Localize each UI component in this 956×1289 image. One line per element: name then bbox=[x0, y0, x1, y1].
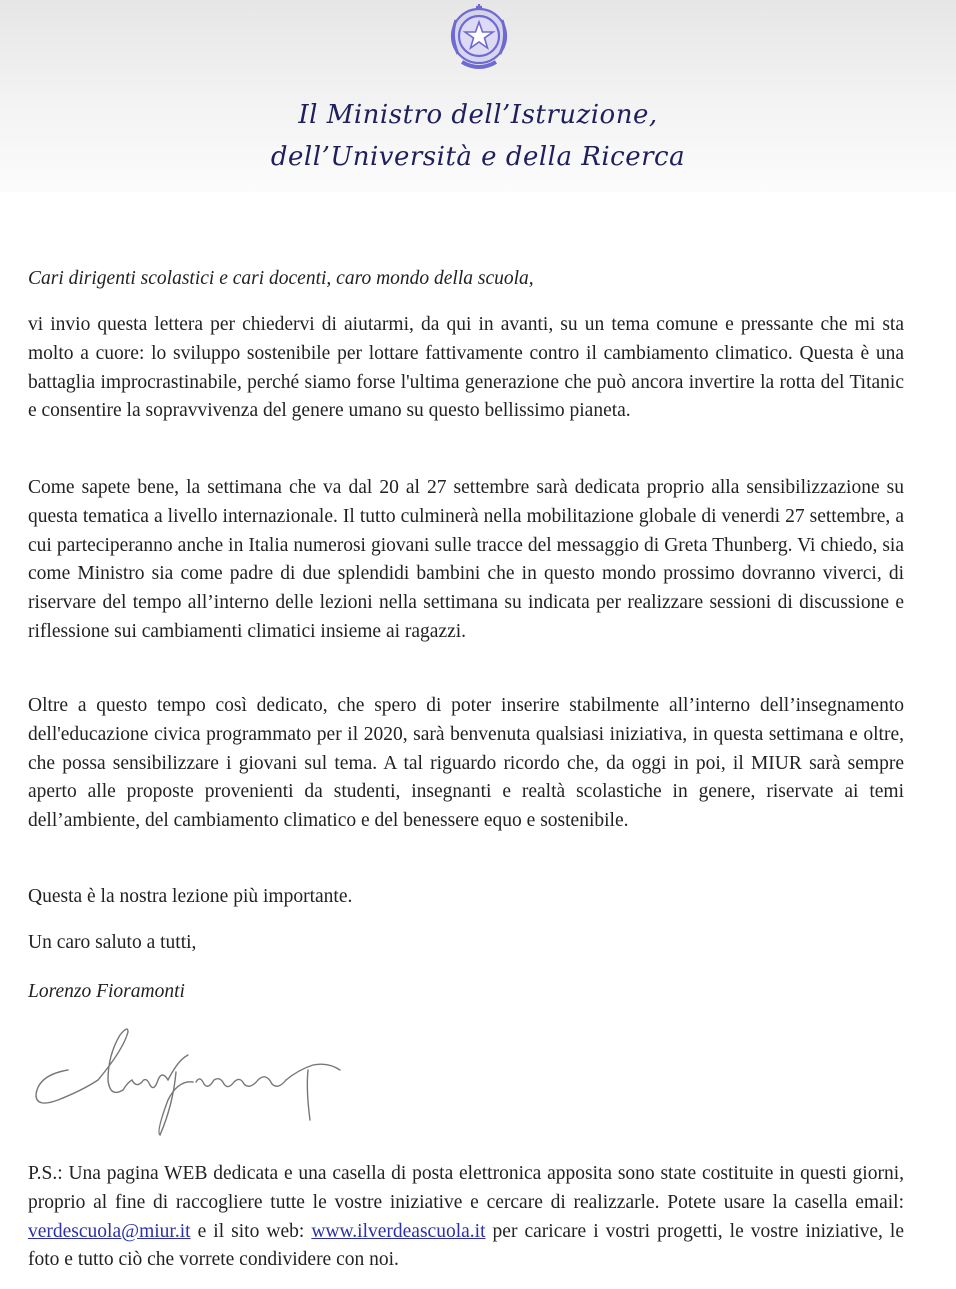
paragraph-4: Questa è la nostra lezione più importante. bbox=[28, 886, 353, 907]
ps-text-2: e il sito web: bbox=[190, 1220, 312, 1242]
ps-text-3: per caricare i vostri progetti, le vostre iniziative, le foto e tutto ciò che vorrete condividere con noi. bbox=[28, 1220, 905, 1271]
signer-name: Lorenzo Fioramonti bbox=[28, 981, 185, 1002]
letterhead bbox=[0, 0, 956, 192]
paragraph-2: Come sapete bene, la settimana che va dal 20 al 27 settembre sarà dedicata proprio alla sensibilizzazione su questa tematica a livello internazionale. Il tutto culminerà nella mobilitazione globale di venerdi 27 settembre, a cui parteciperanno anche in Italia numerosi giovani sulle tracce del messaggio di Greta Thunberg. Vi chiedo, sia come Ministro sia come padre di due splendidi bambini che in questo mondo prossimo dovranno viverci, di riservare del tempo all’interno delle lezioni nella settimana su indicata per realizzare sessioni di discussione e riflessione sui cambiamenti climatici insieme ai ragazzi. bbox=[28, 477, 904, 642]
paragraph-3: Oltre a questo tempo così dedicato, che spero di poter inserire stabilmente all’interno dell’insegnamento dell'educazione civica programmato per il 2020, sarà benvenuta qualsiasi iniziativa, in questa settimana e oltre, che possa sensibilizzare i giovani sul tema. A tal riguardo ricordo che, da oggi in poi, il MIUR sarà sempre aperto alle proposte provenienti da studenti, insegnanti e realtà scolastiche in genere, riservate ai temi dell’ambiente, del cambiamento climatico e del benessere equo e sostenibile. bbox=[28, 695, 904, 832]
ps-text-1: P.S.: Una pagina WEB dedicata e una casella di posta elettronica apposita sono state costituite in questi giorni, proprio al fine di raccogliere tutte le vostre iniziative e cercare di realizzarle. Potete usare la casella email: bbox=[28, 1163, 904, 1213]
email-link[interactable]: verdescuola@miur.it bbox=[28, 1220, 191, 1242]
website-link[interactable]: www.ilverdeascuola.it bbox=[311, 1220, 486, 1242]
italian-republic-emblem-icon bbox=[440, 2, 518, 78]
closing: Un caro saluto a tutti, bbox=[28, 932, 197, 953]
handwritten-signature bbox=[28, 1020, 348, 1140]
ministry-title-line1: Il Ministro dell’Istruzione, bbox=[298, 100, 658, 130]
postscript bbox=[28, 1160, 904, 1275]
salutation: Cari dirigenti scolastici e cari docenti, caro mondo della scuola, bbox=[28, 268, 534, 289]
paragraph-1: vi invio questa lettera per chiedervi di aiutarmi, da qui in avanti, su un tema comune e pressante che mi sta molto a cuore: lo sviluppo sostenibile per lottare fattivamente contro il cambiamento climatico. Questa è una battaglia improcrastinabile, perché siamo forse l'ultima generazione che può ancora invertire la rotta del Titanic e consentire la sopravvivenza del genere umano su questo bellissimo pianeta. bbox=[28, 314, 904, 422]
ministry-title-line2: dell’Università e della Ricerca bbox=[270, 142, 686, 172]
